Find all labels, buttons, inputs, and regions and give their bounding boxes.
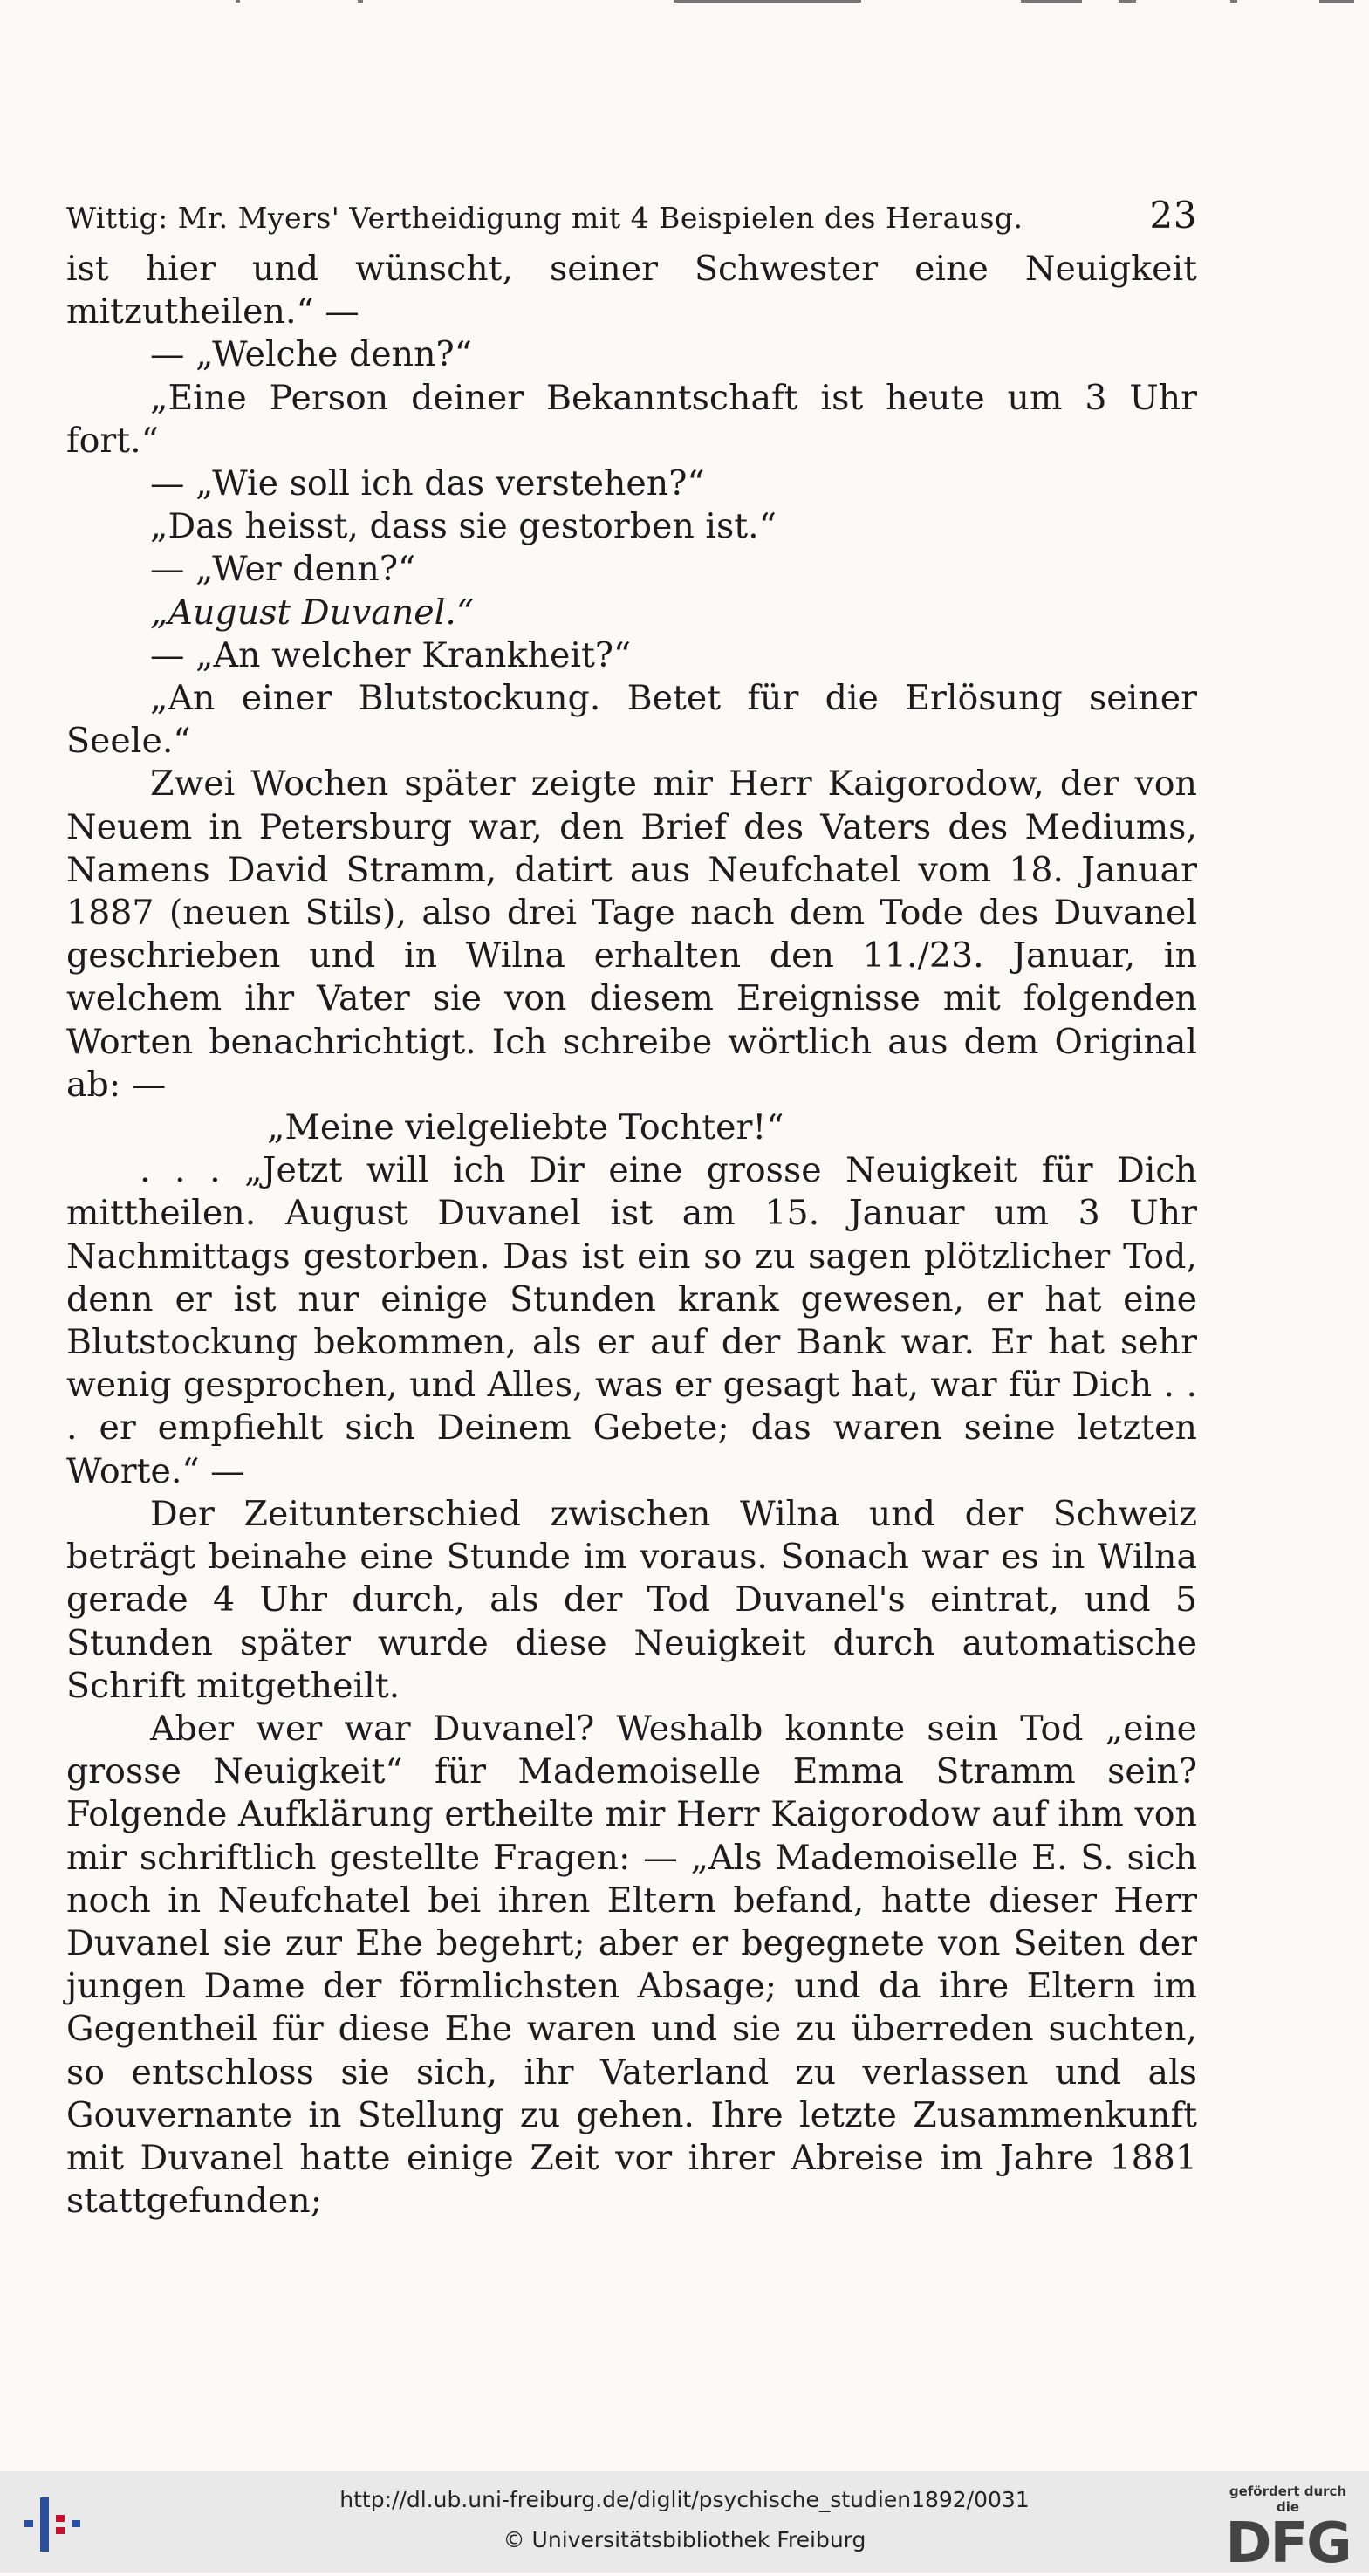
- scan-artifact: [1319, 0, 1354, 3]
- scan-artifact: [358, 0, 363, 3]
- dfg-logo: [1222, 2484, 1353, 2576]
- paragraph: „Meine vielgeliebte Tochter!“: [267, 1107, 784, 1148]
- footer-bar: [0, 2471, 1369, 2576]
- paragraph: — „Wer denn?“: [150, 549, 416, 590]
- book-page: [66, 194, 1197, 2223]
- running-title: Wittig: Mr. Myers' Vertheidigung mit 4 Beispielen des Herausg.: [66, 201, 1023, 235]
- scan-artifact: [674, 0, 861, 3]
- paragraph: „Eine Person deiner Bekanntschaft ist heute um 3 Uhr fort.“: [66, 377, 1197, 461]
- paragraph: — „An welcher Krankheit?“: [150, 634, 632, 675]
- paragraph: — „Welche denn?“: [150, 334, 472, 375]
- page-body: [66, 248, 1197, 2223]
- paragraph: Der Zeitunterschied zwischen Wilna und der Schweiz beträgt beinahe eine Stunde im voraus. Sonach war es in Wilna gerade 4 Uhr durch, als der Tod Duvanel's eintrat, und 5 Stunden später wurde diese Neuigkeit durch automatische Schrift mitgetheilt.: [66, 1493, 1197, 1706]
- paragraph: „An einer Blutstockung. Betet für die Erlösung seiner Seele.“: [66, 678, 1197, 762]
- paragraph: — „Wie soll ich das verstehen?“: [150, 463, 705, 504]
- page-header: [66, 194, 1197, 248]
- paragraph: ist hier und wünscht, seiner Schwester eine Neuigkeit mitzutheilen.“ —: [66, 249, 1197, 332]
- copyright-text: © Universitätsbibliothek Freiburg: [503, 2527, 866, 2552]
- paragraph: „Das heisst, dass sie gestorben ist.“: [150, 506, 777, 547]
- scan-artifact: [236, 0, 240, 3]
- dfg-logo-text: DFG: [1225, 2511, 1351, 2576]
- scan-artifact: [1119, 0, 1136, 3]
- scan-artifact: [1021, 0, 1082, 3]
- source-url-link[interactable]: http://dl.ub.uni-freiburg.de/diglit/psychische_studien1892/0031: [339, 2487, 1030, 2512]
- paragraph: . . . „Jetzt will ich Dir eine grosse Neuigkeit für Dich mittheilen. August Duvanel ist am 15. Januar um 3 Uhr Nachmittags gestorben. Das ist ein so zu sagen plötzlicher Tod, denn er ist nur einige Stunden krank gewesen, er hat eine Blutstockung bekommen, als er auf der Bank war. Er hat sehr wenig gesprochen, und Alles, was er gesagt hat, war für Dich . . . er empfiehlt sich Deinem Gebete; das waren seine letzten Worte.“ —: [66, 1150, 1197, 1491]
- paragraph: Zwei Wochen später zeigte mir Herr Kaigorodow, der von Neuem in Petersburg war, den Brief des Vaters des Mediums, Namens David Stramm, datirt aus Neufchatel vom 18. Januar 1887 (neuen Stils), also drei Tage nach dem Tode des Duvanel geschrieben und in Wilna erhalten den 11./23. Januar, in welchem ihr Vater sie von diesem Ereignisse mit folgenden Worten benachrichtigt. Ich schreibe wörtlich aus dem Original ab: —: [66, 764, 1197, 1105]
- paragraph: „August Duvanel.“: [150, 592, 475, 633]
- paragraph: Aber wer war Duvanel? Weshalb konnte sein Tod „eine grosse Neuigkeit“ für Mademoiselle Emma Stramm sein? Folgende Aufklärung ertheilte mir Herr Kaigorodow auf ihm von mir schriftlich gestellte Fragen: — „Als Mademoiselle E. S. sich noch in Neufchatel bei ihren Eltern befand, hatte dieser Herr Duvanel sie zur Ehe begehrt; aber er begegnete von Seiten der jungen Dame der förmlichsten Absage; und da ihre Eltern im Gegentheil für diese Ehe waren und sie zu überreden suchten, so entschloss sie sich, ihr Vaterland zu verlassen und als Gouvernante in Stellung zu gehen. Ihre letzte Zusammenkunft mit Duvanel hatte einige Zeit vor ihrer Abreise im Jahre 1881 stattgefunden;: [66, 1708, 1197, 2222]
- page-number: 23: [1149, 194, 1197, 236]
- dfg-caption: gefördert durch die: [1229, 2484, 1347, 2515]
- scan-artifact: [1230, 0, 1237, 3]
